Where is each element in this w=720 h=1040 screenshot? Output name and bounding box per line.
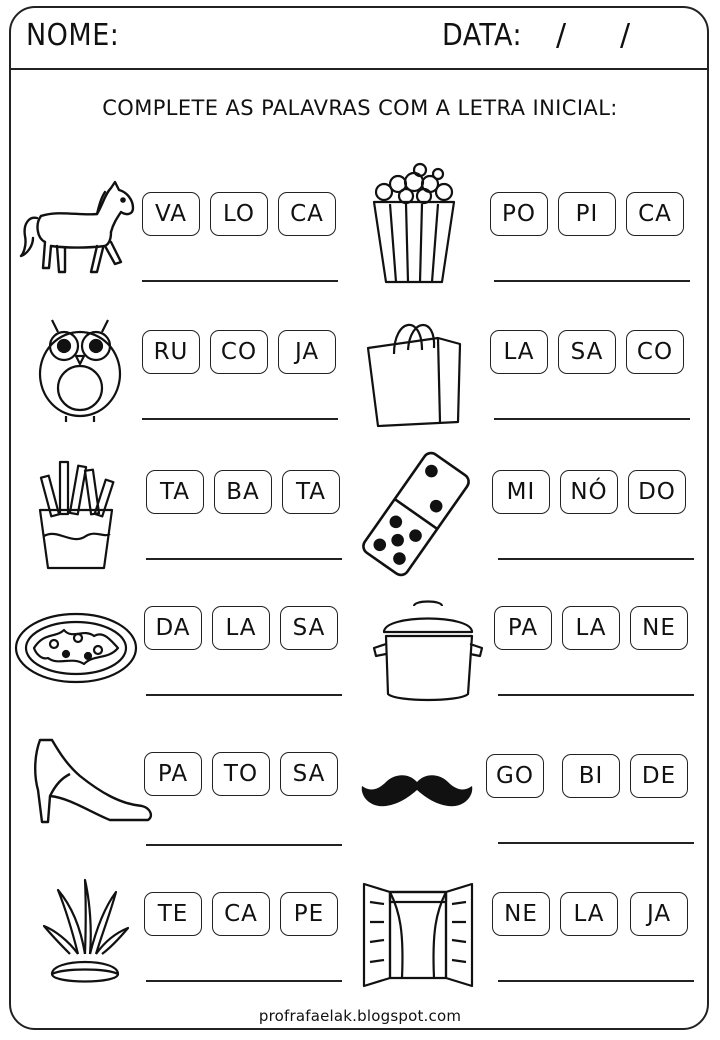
syllable-box: MI xyxy=(492,470,550,514)
syllable-box: LA xyxy=(212,606,270,650)
answer-line[interactable] xyxy=(146,844,342,846)
answer-line[interactable] xyxy=(146,558,342,560)
syllable-box: CO xyxy=(210,330,268,374)
syllable-box: DA xyxy=(144,606,202,650)
syllable-box: PO xyxy=(490,192,548,236)
syllable-box: VA xyxy=(142,192,200,236)
syllable-box: DE xyxy=(630,754,688,798)
exercise-item-mustache xyxy=(358,728,708,866)
answer-line[interactable] xyxy=(494,418,690,420)
syllable-box: PA xyxy=(144,752,202,796)
syllable-box: TA xyxy=(146,470,204,514)
answer-line[interactable] xyxy=(494,280,690,282)
date-separator-1: / xyxy=(556,18,567,53)
syllable-box: CA xyxy=(626,192,684,236)
syllable-box: LA xyxy=(560,892,618,936)
exercise-item-horse xyxy=(14,172,364,310)
owl-icon xyxy=(28,312,132,424)
syllable-box: JA xyxy=(630,892,688,936)
exercise-item-plant xyxy=(14,868,364,1006)
exercise-item-salad xyxy=(14,586,364,724)
syllable-box: SA xyxy=(280,752,338,796)
syllable-box: SA xyxy=(280,606,338,650)
answer-line[interactable] xyxy=(498,980,694,982)
syllable-box: TA xyxy=(282,470,340,514)
syllable-box: NE xyxy=(630,606,688,650)
exercise-item-popcorn xyxy=(364,162,714,300)
syllable-box: LA xyxy=(562,606,620,650)
syllable-box: LO xyxy=(210,192,268,236)
answer-line[interactable] xyxy=(142,418,338,420)
syllable-box: PE xyxy=(280,892,338,936)
syllable-box: RU xyxy=(142,330,200,374)
syllable-box: TO xyxy=(212,752,270,796)
exercise-item-owl xyxy=(14,310,364,448)
syllable-box: TE xyxy=(144,892,202,936)
cooking-pot-icon xyxy=(370,598,486,704)
syllable-box: PA xyxy=(494,606,552,650)
date-separator-2: / xyxy=(620,18,631,53)
header-divider xyxy=(9,68,709,70)
domino-icon xyxy=(360,448,472,580)
syllable-box: BI xyxy=(562,754,620,798)
syllable-box: GO xyxy=(486,754,544,798)
exercise-item-domino xyxy=(360,448,710,586)
exercise-item-bag xyxy=(364,310,714,448)
fries-icon xyxy=(28,456,124,572)
syllable-box: LA xyxy=(490,330,548,374)
date-label: DATA: xyxy=(442,18,523,53)
syllable-box: NÓ xyxy=(560,470,618,514)
exercise-item-fries xyxy=(14,448,364,586)
exercise-item-window xyxy=(360,868,710,1006)
answer-line[interactable] xyxy=(142,280,338,282)
name-label: NOME: xyxy=(26,18,120,53)
window-icon xyxy=(360,882,476,988)
answer-line[interactable] xyxy=(498,694,694,696)
syllable-box: DO xyxy=(628,470,686,514)
syllable-box: BA xyxy=(214,470,272,514)
mustache-icon xyxy=(358,770,476,814)
answer-line[interactable] xyxy=(498,842,694,844)
exercise-item-pot xyxy=(364,586,714,724)
syllable-box: PI xyxy=(558,192,616,236)
popcorn-icon xyxy=(364,162,464,286)
plant-pot-icon xyxy=(40,874,130,992)
shopping-bag-icon xyxy=(364,314,464,430)
high-heel-shoe-icon xyxy=(30,736,154,828)
answer-line[interactable] xyxy=(146,694,342,696)
instruction-text: COMPLETE AS PALAVRAS COM A LETRA INICIAL: xyxy=(102,96,618,120)
footer-credit: profrafaelak.blogspot.com xyxy=(258,1007,462,1025)
salad-plate-icon xyxy=(14,608,138,688)
syllable-box: NE xyxy=(492,892,550,936)
syllable-box: JA xyxy=(278,330,336,374)
syllable-box: SA xyxy=(558,330,616,374)
answer-line[interactable] xyxy=(146,980,342,982)
answer-line[interactable] xyxy=(498,558,694,560)
syllable-box: CA xyxy=(278,192,336,236)
syllable-box: CA xyxy=(212,892,270,936)
syllable-box: CO xyxy=(626,330,684,374)
horse-icon xyxy=(14,176,144,286)
exercise-item-shoe xyxy=(14,728,364,866)
